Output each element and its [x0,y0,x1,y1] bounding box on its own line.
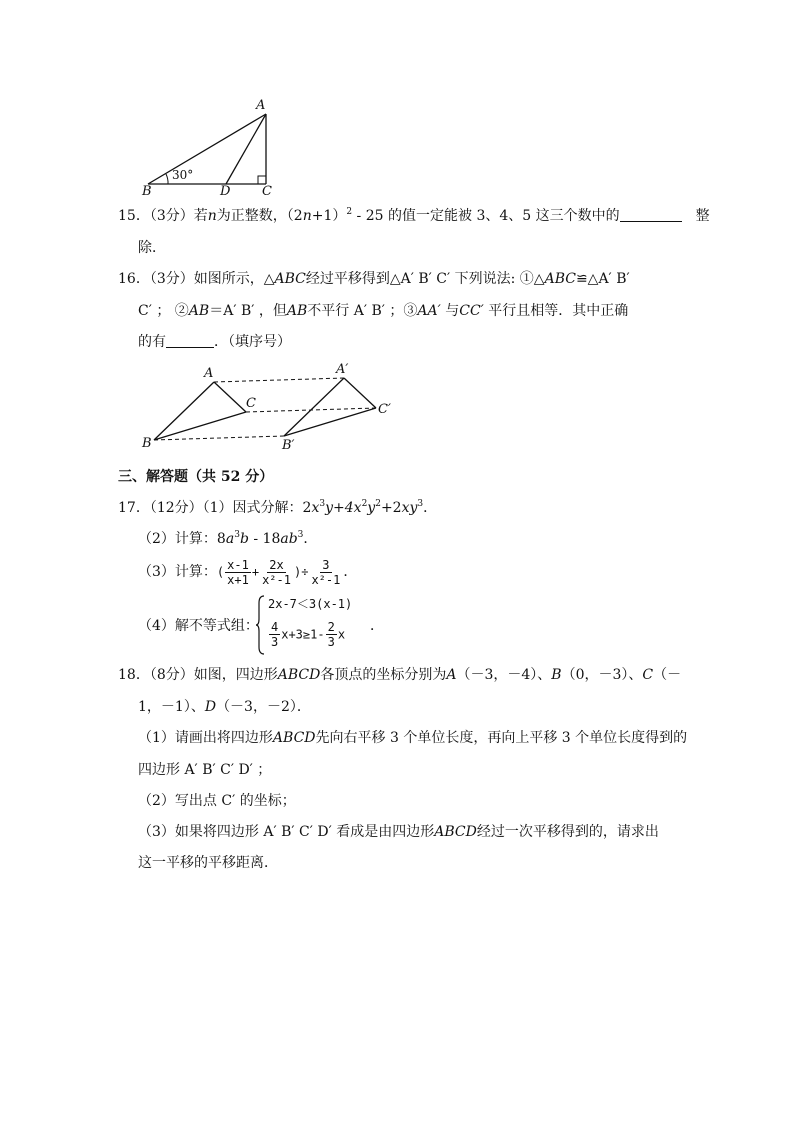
label-B: B [142,436,152,451]
q15-line1: 15．（3分）若n为正整数，$(2n+1)^2 - 25$ 的值一定能被 3、4、5 这三个数中的 整 [118,207,710,224]
q18-line1: 18．（8分）如图，四边形ABCD各顶点的坐标分别为A（－3，－4）、B（0，－3）、C（－ [118,667,682,683]
q16-line1: 16．（3分）如图所示，△ABC经过平移得到△A′ B′ C′ 下列说法: ①△ABC≌△A′ B′ [118,271,630,287]
label-C-prime: C′ [378,402,391,417]
q16-line2: C′ ； ②AB＝A′ B′ ，但AB不平行 A′ B′ ；③AA′ 与CC′ 平行且相等．其中正确 [138,303,629,319]
fraction: $\frac{x-1}{x+1}$ [227,557,249,587]
label-A: A [256,98,266,113]
fraction: $\frac{3}{\text{x²-1}}$ [311,557,341,587]
fraction: $\frac{4}{3}$ [271,620,279,649]
q18-part3-line2: 这一平移的平移距离． [138,855,278,871]
q18-part1-line2: 四边形 A′ B′ C′ D′ ； [138,762,272,778]
figure-translation [138,362,408,458]
label-B: B [142,184,152,199]
q18-line2: 1，－1）、D（－3，－2）． [138,699,311,715]
fraction: $\frac{2}{3}$ [327,620,335,649]
label-D: D [220,184,231,199]
q18-part1-line1: （1）请画出将四边形ABCD先向右平移 3 个单位长度，再向上平移 3 个单位长度得到的 [138,730,688,746]
section-title: 三、解答题（共 52 分） [118,469,274,485]
q16-answer-blank[interactable] [166,333,214,348]
label-C: C [246,396,256,411]
label-B-prime: B′ [282,438,295,453]
q15-line2: 除． [138,240,166,256]
q18-part2: （2）写出点 C′ 的坐标； [138,793,296,809]
q16-line3: 的有 ．（填序号） [138,334,291,350]
translation-figure-svg [138,362,408,458]
inequality-row-2: $\frac{4}{3}$ x+3≥1- $\frac{2}{3}$ x [271,620,346,649]
q15-answer-blank[interactable] [620,207,682,222]
q17-line1: 17．（12分）（1）因式分解：$2x^3y+4x^2y^2+2xy^3$． [118,499,438,516]
label-C: C [262,184,272,199]
figure-triangle-30 [138,96,288,200]
angle-label: 30° [172,168,194,182]
q17-part3: （3）计算：( $\frac{x-1}{x+1}$ + $\frac{2x}{\text{x²-1}}$ )÷ $\frac{3}{\text{x²-1}}$ ． [138,557,358,587]
label-A: A [204,366,214,381]
label-A-prime: A′ [336,362,349,377]
fraction: $\frac{2x}{\text{x²-1}}$ [262,557,291,587]
left-brace-icon [256,595,266,655]
inequality-row-1: 2x-7＜3(x-1) [268,597,353,611]
q18-part3-line1: （3）如果将四边形 A′ B′ C′ D′ 看成是由四边形ABCD经过一次平移得到的，请求出 [138,824,659,840]
q17-part2: （2）计算：$8a^3b - 18ab^3$． [138,530,318,547]
